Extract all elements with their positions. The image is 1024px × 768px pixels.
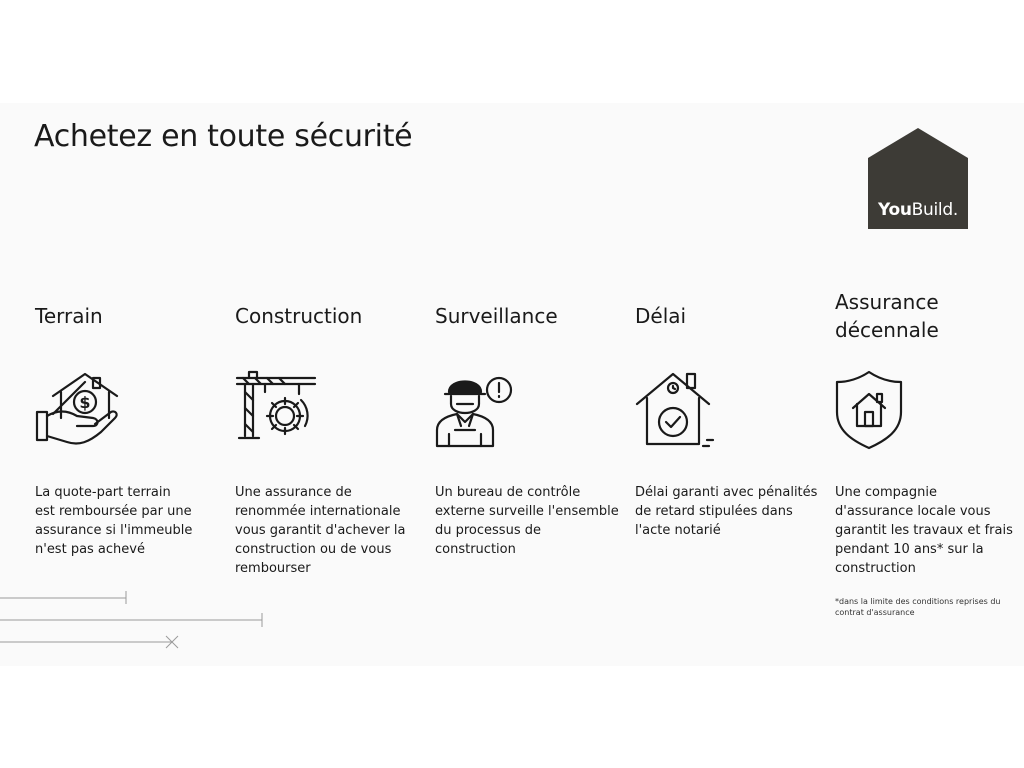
decorative-lines xyxy=(0,586,270,656)
house-money-hand-icon xyxy=(35,370,119,454)
feature-title: Assurance décennale xyxy=(835,290,939,342)
house-clock-check-icon xyxy=(635,370,719,454)
feature-title: Construction xyxy=(235,304,363,328)
feature-description: Un bureau de contrôle externe surveille l'ensemble du processus de construction xyxy=(435,485,619,557)
shield-house-icon xyxy=(835,370,919,454)
page-title: Achetez en toute sécurité xyxy=(34,119,413,154)
crane-gear-icon xyxy=(235,370,319,454)
svg-text:$: $ xyxy=(79,393,91,412)
logo-text: YouBuild. xyxy=(878,200,958,220)
youbuild-logo xyxy=(868,128,968,229)
feature-title: Surveillance xyxy=(435,304,558,328)
feature-title: Délai xyxy=(635,304,687,328)
feature-description: Délai garanti avec pénalités de retard stipulées dans l'acte notarié xyxy=(635,485,818,538)
feature-description: La quote-part terrain est remboursée par une assurance si l'immeuble n'est pas achevé xyxy=(35,485,193,557)
worker-alert-icon xyxy=(435,370,519,454)
feature-title: Terrain xyxy=(35,304,103,328)
feature-description: Une assurance de renommée internationale vous garantit d'achever la construction ou de vous rembourser xyxy=(235,485,406,576)
feature-description: Une compagnie d'assurance locale vous garantit les travaux et frais pendant 10 ans* sur la construction xyxy=(835,485,1013,576)
footnote: *dans la limite des conditions reprises du contrat d'assurance xyxy=(835,597,1001,617)
